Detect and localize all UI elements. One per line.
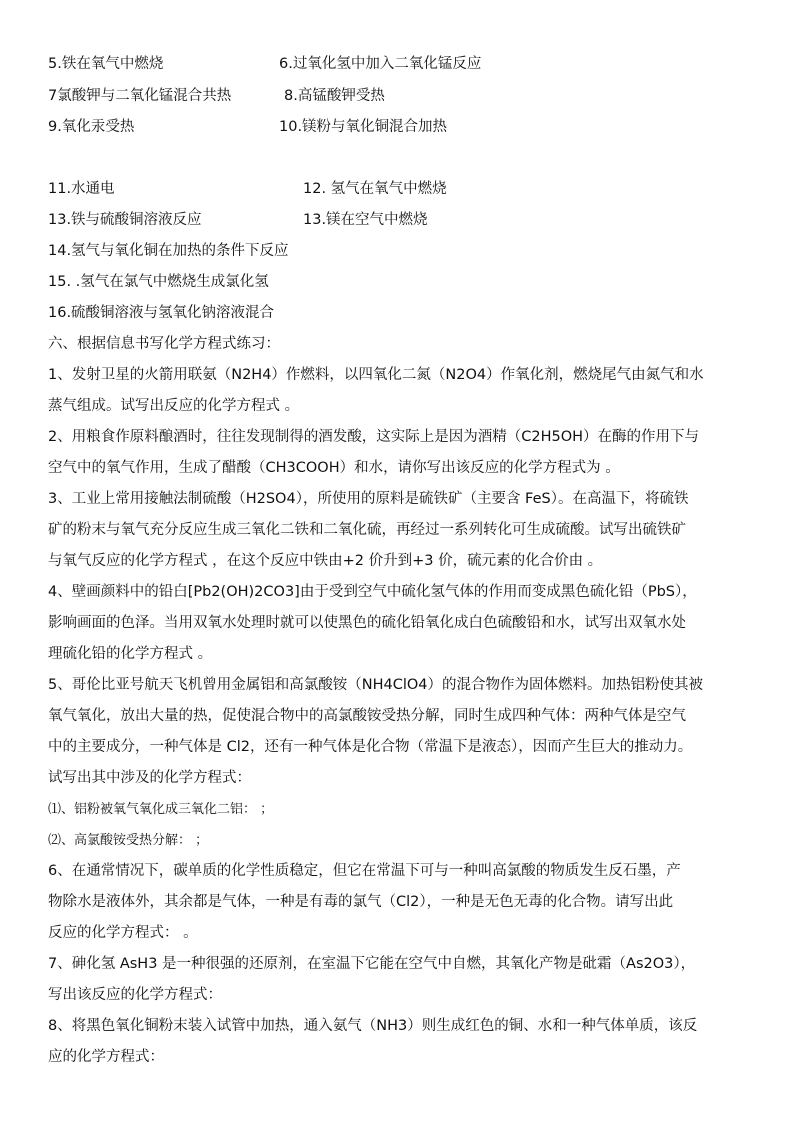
question-line: 试写出其中涉及的化学方程式： — [48, 770, 251, 786]
question-line: 3、工业上常用接触法制硫酸（H2SO4），所使用的原料是硫铁矿（主要含 FeS）。在高温下，将硫铁 — [48, 491, 689, 507]
reaction-item: 9.氧化汞受热 — [48, 119, 135, 135]
question-3 — [48, 484, 760, 577]
question-line: 影响画面的色泽。当用双氧水处理时就可以使黑色的硫化铅氧化成白色硫酸铅和水，试写出双氧水处 — [48, 615, 686, 631]
question-line: 矿的粉末与氧气充分反应生成三氧化二铁和二氧化硫，再经过一系列转化可生成硫酸。试写出硫铁矿 — [48, 522, 686, 538]
question-line: 5、哥伦比亚号航天飞机曾用金属铝和高氯酸铵（NH4ClO4）的混合物作为固体燃料。加热铝粉使其被 — [48, 677, 703, 693]
reaction-item: 16.硫酸铜溶液与氢氧化钠溶液混合 — [48, 305, 275, 321]
question-line: 与氧气反应的化学方程式 ，在这个反应中铁由+2 价升到+3 价，硫元素的化合价由 。 — [48, 553, 603, 569]
section-title: 六、根据信息书写化学方程式练习： — [48, 336, 280, 352]
question-line: 应的化学方程式： — [48, 1049, 164, 1065]
question-2 — [48, 422, 760, 484]
reaction-item: 11.水通电 — [48, 181, 115, 197]
subpart-line: ⑴、铝粉被氧气氧化成三氧化二铝： ； — [48, 802, 274, 817]
reaction-item: 14.氢气与氧化铜在加热的条件下反应 — [48, 243, 289, 259]
reaction-item: 13.镁在空气中燃烧 — [303, 212, 428, 228]
question-line: 中的主要成分，一种气体是 Cl2，还有一种气体是化合物（常温下是液态），因而产生巨大的推动力。 — [48, 739, 693, 755]
reaction-item: 13.铁与硫酸铜溶液反应 — [48, 212, 202, 228]
question-5-subparts — [48, 794, 760, 856]
question-line: 8、将黑色氧化铜粉末装入试管中加热，通入氨气（NH3）则生成红色的铜、水和一种气体单质，该反 — [48, 1018, 698, 1034]
question-1 — [48, 360, 760, 422]
reaction-item: 7氯酸钾与二氧化锰混合共热 — [48, 88, 232, 104]
question-line: 1、发射卫星的火箭用联氨（N2H4）作燃料，以四氧化二氮（N2O4）作氧化剂，燃烧尾气由氮气和水 — [48, 367, 704, 383]
question-5 — [48, 670, 760, 794]
question-line: 反应的化学方程式： 。 — [48, 925, 198, 941]
question-line: 写出该反应的化学方程式： — [48, 987, 222, 1003]
reaction-item: 10.镁粉与氧化铜混合加热 — [279, 119, 448, 135]
subpart-line: ⑵、高氯酸铵受热分解： ； — [48, 833, 209, 848]
question-8 — [48, 1011, 760, 1073]
question-line: 2、用粮食作原料酿酒时，往往发现制得的酒发酸，这实际上是因为酒精（C2H5OH）在酶的作用下与 — [48, 429, 700, 445]
question-line: 空气中的氧气作用，生成了醋酸（CH3COOH）和水，请你写出该反应的化学方程式为 。 — [48, 460, 620, 476]
question-line: 6、在通常情况下，碳单质的化学性质稳定，但它在常温下可与一种叫高氯酸的物质发生反石墨，产 — [48, 863, 681, 879]
question-7 — [48, 949, 760, 1011]
question-line: 4、壁画颜料中的铅白[Pb2(OH)2CO3]由于受到空气中硫化氢气体的作用而变成黑色硫化铅（PbS）， — [48, 584, 697, 600]
question-line: 7、砷化氢 AsH3 是一种很强的还原剂，在室温下它能在空气中自燃，其氧化产物是砒霜（As2O3）， — [48, 956, 696, 972]
reaction-item: 12. 氢气在氧气中燃烧 — [303, 181, 447, 197]
question-line: 氧气氧化，放出大量的热，促使混合物中的高氯酸铵受热分解，同时生成四种气体：两种气体是空气 — [48, 708, 686, 724]
question-4 — [48, 577, 760, 670]
question-line: 物除水是液体外，其余都是气体，一种是有毒的氯气（Cl2），一种是无色无毒的化合物。请写出此 — [48, 894, 674, 910]
reaction-item: 6.过氧化氢中加入二氧化锰反应 — [279, 56, 482, 72]
question-6 — [48, 856, 760, 949]
reaction-item: 5.铁在氧气中燃烧 — [48, 56, 164, 72]
question-line: 蒸气组成。试写出反应的化学方程式 。 — [48, 398, 300, 414]
reaction-item: 8.高锰酸钾受热 — [284, 88, 385, 104]
reaction-item: 15. .氢气在氯气中燃烧生成氯化氢 — [48, 274, 269, 290]
question-line: 理硫化铅的化学方程式 。 — [48, 646, 213, 662]
